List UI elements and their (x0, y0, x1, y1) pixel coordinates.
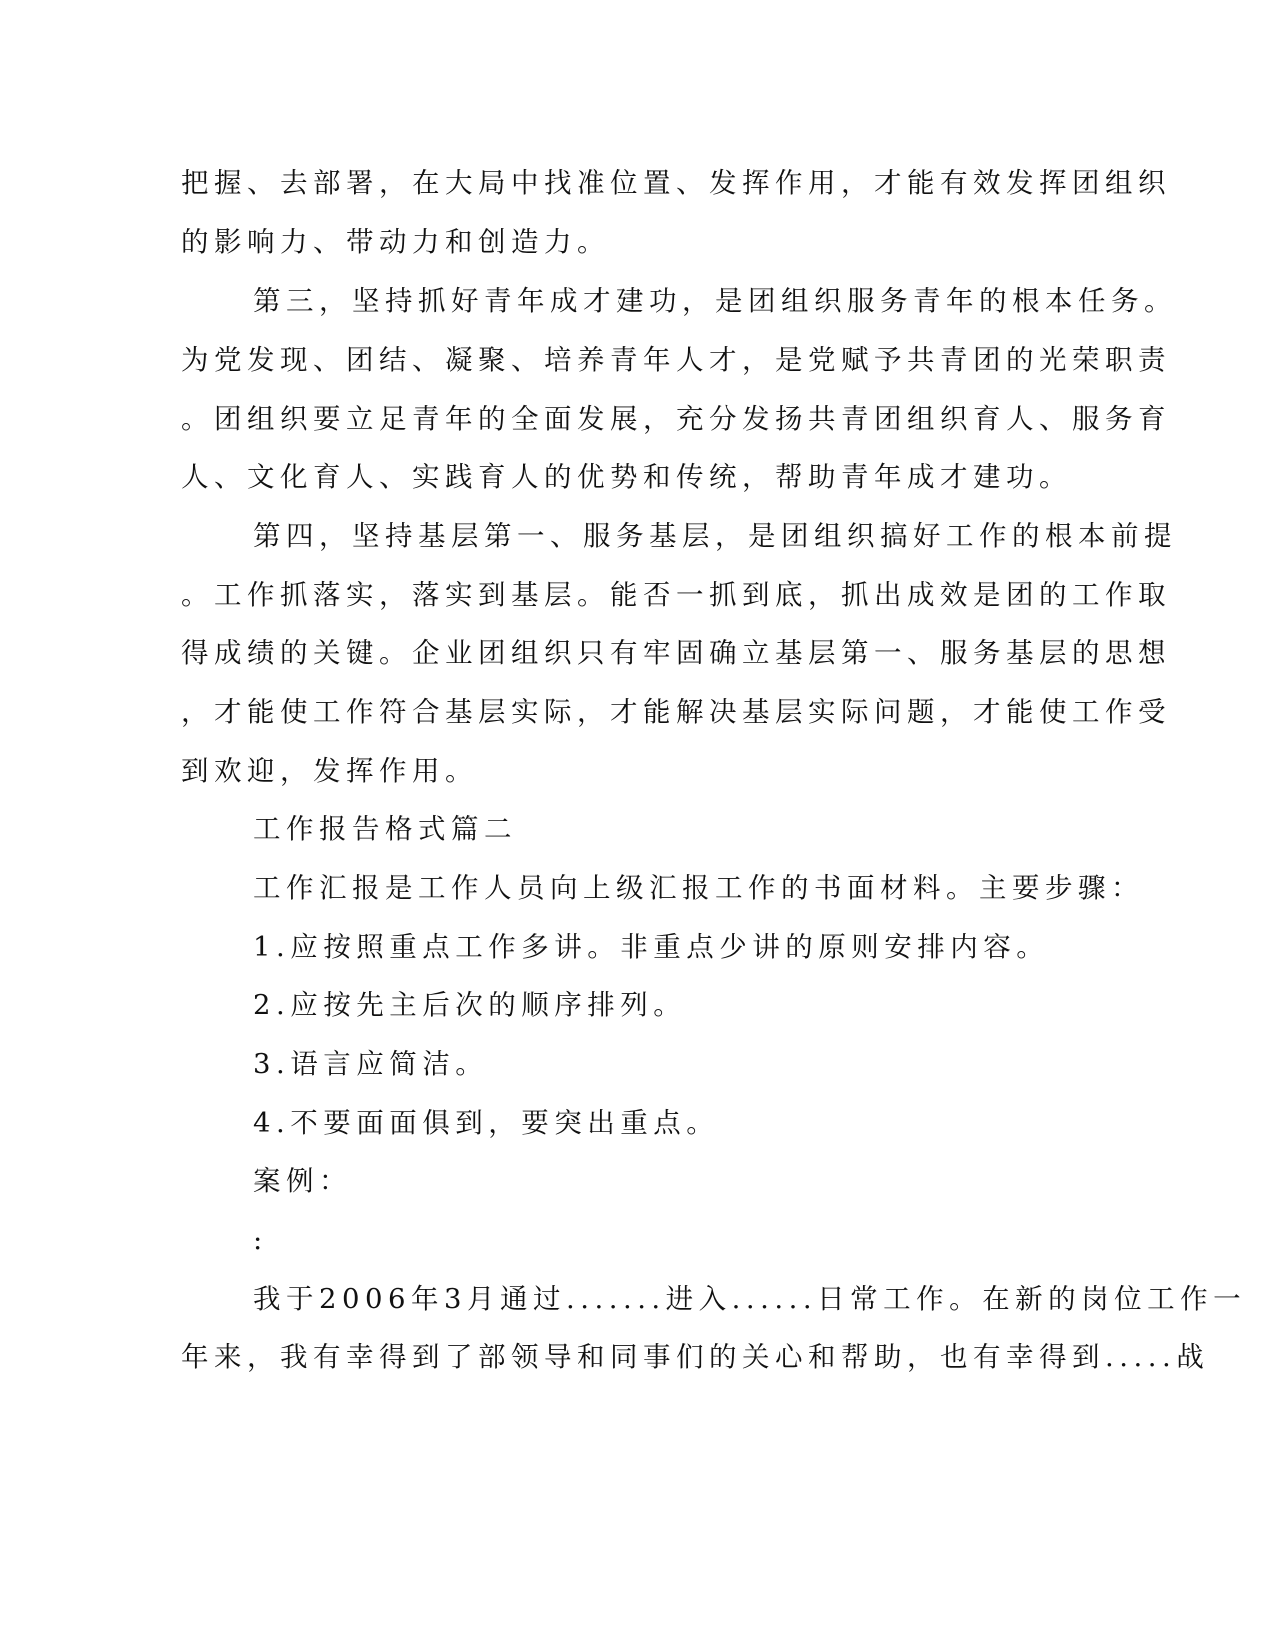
text-line: 为党发现、团结、凝聚、培养青年人才，是党赋予共青团的光荣职责 (181, 344, 1171, 376)
text-line: ，才能使工作符合基层实际，才能解决基层实际问题，才能使工作受 (181, 696, 1171, 728)
text-line: 的影响力、带动力和创造力。 (181, 226, 610, 258)
text-line: 人、文化育人、实践育人的优势和传统，帮助青年成才建功。 (181, 461, 1072, 493)
text-line: 年来，我有幸得到了部领导和同事们的关心和帮助，也有幸得到.....战 (181, 1341, 1210, 1373)
list-item: 1.应按照重点工作多讲。非重点少讲的原则安排内容。 (253, 931, 1050, 963)
text-line: 把握、去部署，在大局中找准位置、发挥作用，才能有效发挥团组织 (181, 167, 1171, 199)
text-line: 到欢迎，发挥作用。 (181, 755, 478, 787)
text-line: 案例： (253, 1165, 352, 1197)
list-item: 4.不要面面俱到，要突出重点。 (253, 1107, 720, 1139)
list-item: 2.应按先主后次的顺序排列。 (253, 989, 687, 1021)
text-line: : (253, 1224, 268, 1256)
text-line: 得成绩的关键。企业团组织只有牢固确立基层第一、服务基层的思想 (181, 637, 1171, 669)
text-line: 。团组织要立足青年的全面发展，充分发扬共青团组织育人、服务育 (181, 403, 1171, 435)
text-line: 我于2006年3月通过.......进入......日常工作。在新的岗位工作一 (253, 1283, 1247, 1315)
text-line: 第三，坚持抓好青年成才建功，是团组织服务青年的根本任务。 (253, 285, 1177, 317)
text-line: 工作汇报是工作人员向上级汇报工作的书面材料。主要步骤： (253, 872, 1144, 904)
section-heading: 工作报告格式篇二 (253, 813, 517, 845)
text-line: 。工作抓落实，落实到基层。能否一抓到底，抓出成效是团的工作取 (181, 579, 1171, 611)
text-line: 第四，坚持基层第一、服务基层，是团组织搞好工作的根本前提 (253, 520, 1177, 552)
list-item: 3.语言应简洁。 (253, 1048, 489, 1080)
